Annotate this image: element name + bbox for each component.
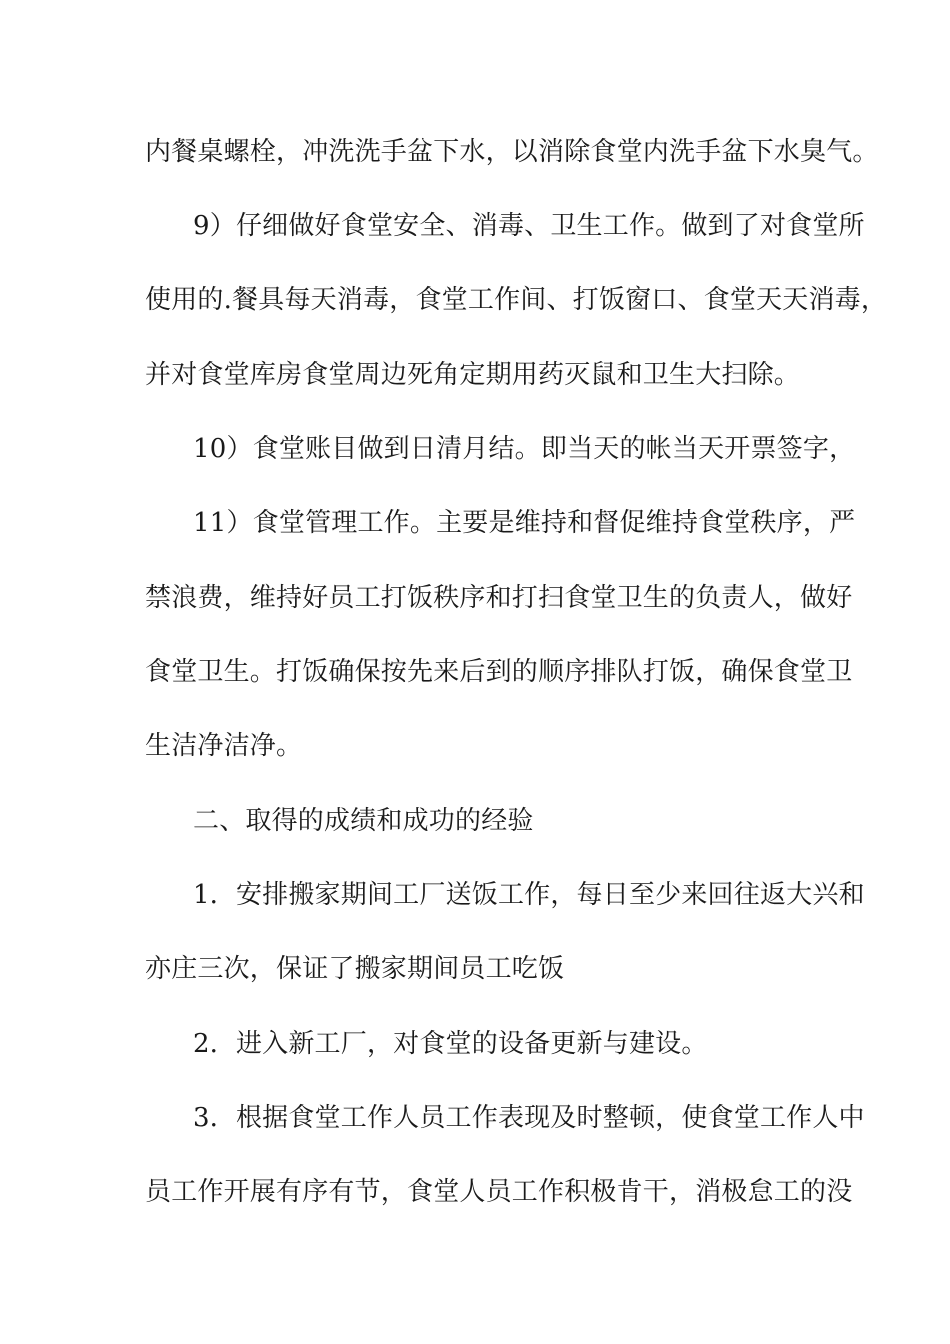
paragraph-line: 禁浪费，维持好员工打饭秩序和打扫食堂卫生的负责人，做好 <box>145 583 853 613</box>
paragraph-line: 内餐桌螺栓，冲洗洗手盆下水，以消除食堂内洗手盆下水臭气。 <box>145 137 879 167</box>
section-heading: 二、取得的成绩和成功的经验 <box>193 806 534 836</box>
paragraph-line: 10）食堂账目做到日清月结。即当天的帐当天开票签字， <box>193 434 856 464</box>
paragraph-line: 2．进入新工厂，对食堂的设备更新与建设。 <box>193 1029 708 1059</box>
paragraph-line: 1．安排搬家期间工厂送饭工作，每日至少来回往返大兴和 <box>193 880 865 910</box>
paragraph-line: 员工作开展有序有节，食堂人员工作积极肯干，消极怠工的没 <box>145 1177 853 1207</box>
paragraph-line: 3．根据食堂工作人员工作表现及时整顿，使食堂工作人中 <box>193 1103 865 1133</box>
paragraph-line: 11）食堂管理工作。主要是维持和督促维持食堂秩序，严 <box>193 508 856 538</box>
paragraph-line: 9）仔细做好食堂安全、消毒、卫生工作。做到了对食堂所 <box>193 211 865 241</box>
paragraph-line: 并对食堂库房食堂周边死角定期用药灭鼠和卫生大扫除。 <box>145 360 801 390</box>
paragraph-line: 生洁净洁净。 <box>145 731 303 761</box>
paragraph-line: 亦庄三次，保证了搬家期间员工吃饭 <box>145 954 565 984</box>
paragraph-line: 使用的.餐具每天消毒，食堂工作间、打饭窗口、食堂天天消毒， <box>145 285 888 315</box>
paragraph-line: 食堂卫生。打饭确保按先来后到的顺序排队打饭，确保食堂卫 <box>145 657 853 687</box>
